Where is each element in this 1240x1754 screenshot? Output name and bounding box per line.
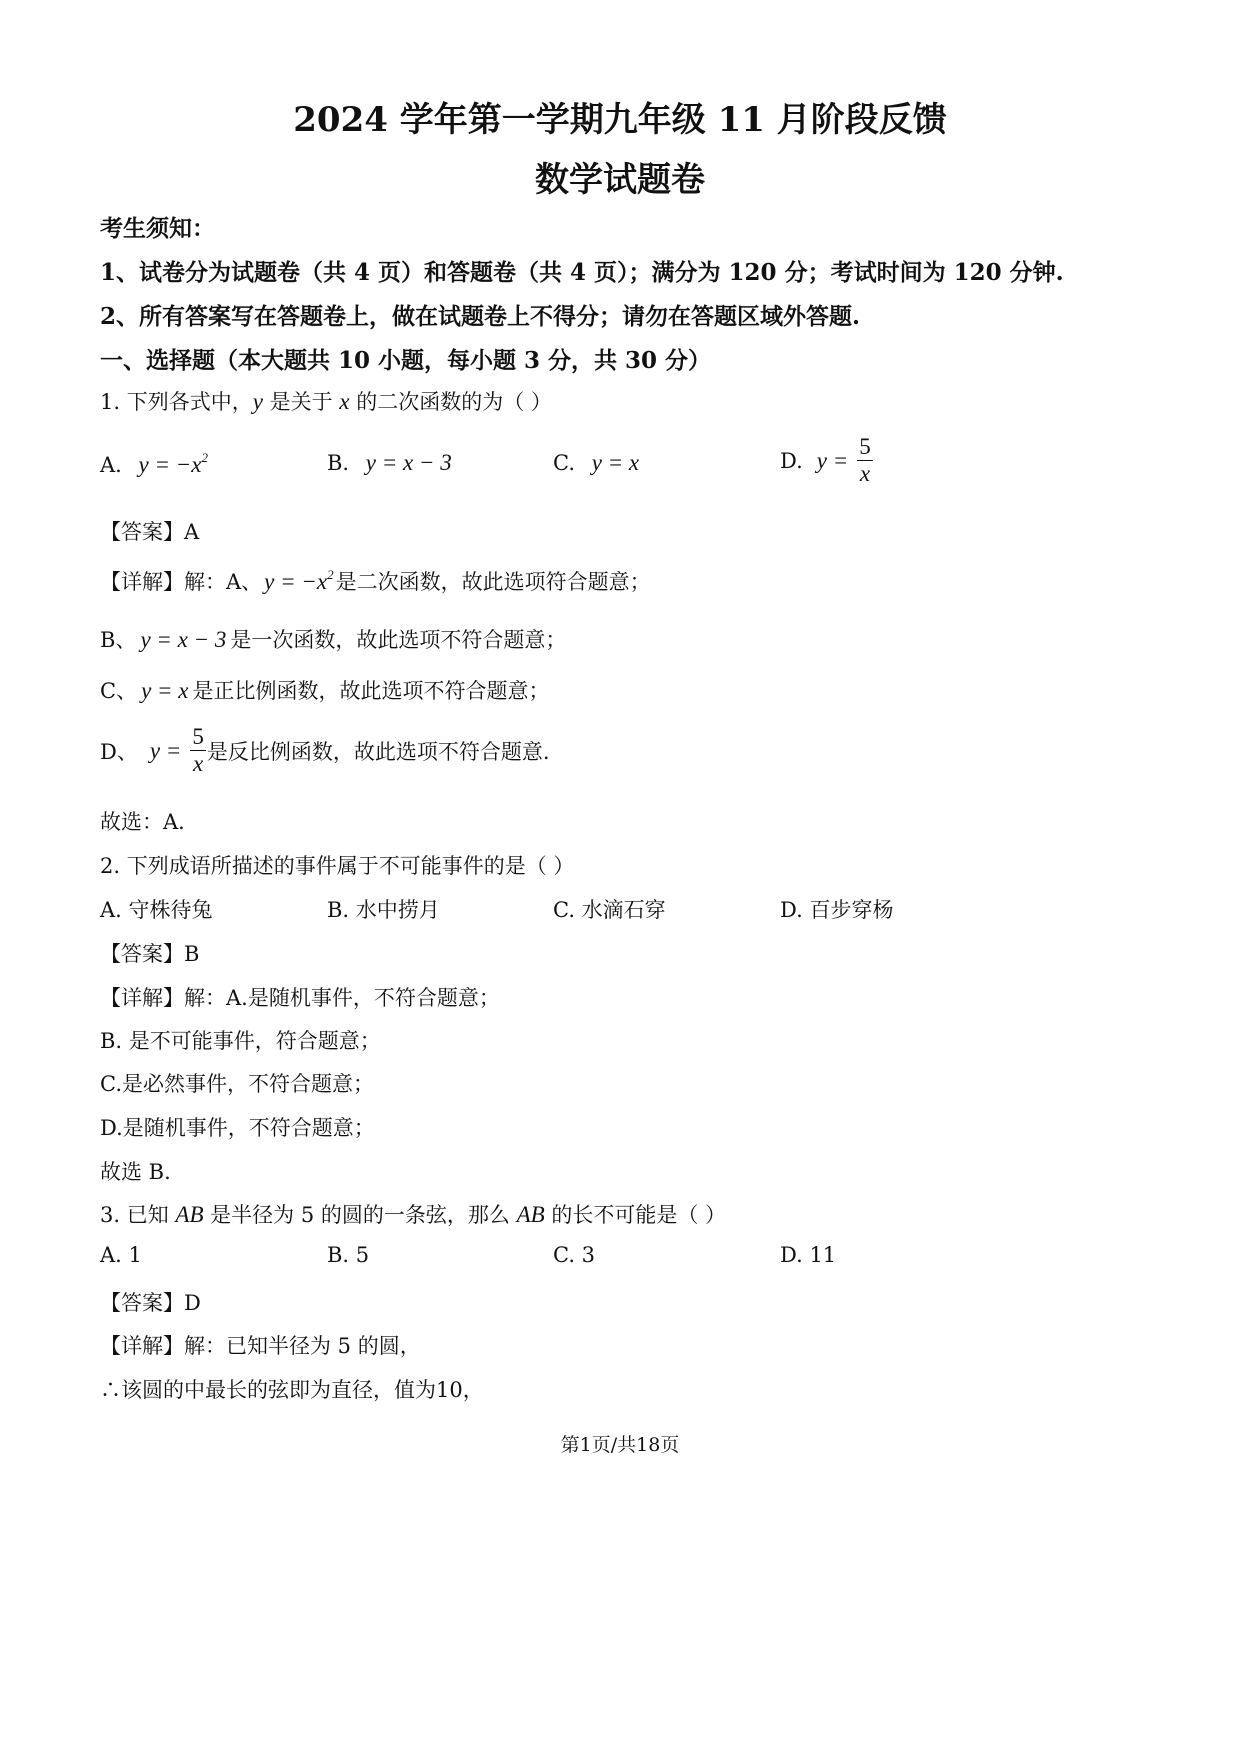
- stem-text: 的二次函数的为（ ）: [349, 390, 552, 414]
- q2-detail-c: C.是必然事件，不符合题意；: [100, 1072, 374, 1096]
- line-formula: y =: [149, 737, 182, 763]
- q3-answer: 【答案】D: [100, 1291, 201, 1315]
- line-prefix: C、: [100, 679, 138, 703]
- detail-prefix: 【详解】解：A、: [100, 570, 263, 594]
- fraction-numerator: 5: [192, 724, 204, 749]
- page-subtitle: 数学试题卷: [535, 160, 705, 200]
- option-label: D.: [780, 448, 803, 473]
- stem-text: 3. 已知: [100, 1203, 176, 1227]
- q1-option-d: [780, 434, 874, 487]
- option-label: B.: [327, 451, 350, 475]
- q1-option-a: [100, 450, 208, 478]
- stem-var-ab: AB: [516, 1202, 545, 1227]
- stem-var-x: x: [339, 389, 350, 414]
- fraction-numerator: 5: [859, 434, 871, 459]
- stem-text: 是半径为 5 的圆的一条弦，那么: [203, 1203, 517, 1227]
- option-formula: y = −x: [138, 452, 202, 477]
- q3-option-b: B. 5: [327, 1243, 370, 1267]
- stem-text: 是关于: [262, 390, 340, 414]
- line-text: 是反比例函数，故此选项不符合题意.: [206, 739, 550, 764]
- option-formula: y = x: [591, 450, 640, 475]
- line-prefix: B、: [100, 628, 137, 652]
- q2-detail: 【详解】解：A.是随机事件，不符合题意；: [100, 986, 500, 1010]
- option-formula: y =: [816, 447, 849, 473]
- detail-text: 是二次函数，故此选项符合题意；: [335, 570, 651, 594]
- q3-option-d: D. 11: [780, 1243, 837, 1267]
- stem-text: 1. 下列各式中，: [100, 390, 253, 414]
- q1-conclusion: 故选：A.: [100, 810, 185, 834]
- q3-detail: 【详解】解：已知半径为 5 的圆，: [100, 1334, 421, 1358]
- fraction-denominator: x: [857, 460, 873, 487]
- q2-conclusion: 故选 B.: [100, 1160, 171, 1184]
- notice-item-2: 2、所有答案写在答题卷上，做在试题卷上不得分；请勿在答题区域外答题.: [100, 303, 861, 330]
- q2-option-a: A. 守株待兔: [100, 898, 213, 922]
- notice-item-1: 1、试卷分为试题卷（共 4 页）和答题卷（共 4 页）；满分为 120 分；考试时间为 120 分钟.: [100, 259, 1064, 286]
- page-footer: 第1页/共18页: [560, 1434, 680, 1456]
- q3-option-a: A. 1: [100, 1243, 142, 1267]
- q2-detail-d: D.是随机事件，不符合题意；: [100, 1116, 375, 1140]
- exponent: 2: [201, 450, 208, 465]
- q1-answer: 【答案】A: [100, 520, 200, 544]
- line-prefix: D、: [100, 739, 138, 764]
- q2-option-d: D. 百步穿杨: [780, 898, 894, 922]
- option-label: C.: [553, 451, 575, 475]
- line-text: 是正比例函数，故此选项不符合题意；: [192, 679, 550, 703]
- q1-detail-c: [100, 675, 550, 705]
- fraction: [856, 434, 874, 487]
- question-2-stem: 2. 下列成语所描述的事件属于不可能事件的是（ ）: [100, 854, 575, 878]
- question-3-stem: [100, 1199, 726, 1229]
- option-formula: y = x − 3: [365, 450, 452, 475]
- line-formula: y = x: [141, 678, 189, 703]
- q1-detail-d: [100, 724, 550, 777]
- q2-option-c: C. 水滴石穿: [553, 898, 666, 922]
- stem-var-ab: AB: [175, 1202, 204, 1227]
- page-title: 2024 学年第一学期九年级 11 月阶段反馈: [293, 100, 947, 140]
- q1-detail: [100, 566, 651, 596]
- q1-detail-b: [100, 624, 566, 654]
- question-1-stem: [100, 386, 552, 416]
- q2-answer: 【答案】B: [100, 942, 200, 966]
- q1-option-b: [327, 450, 452, 476]
- detail-formula: y = −x: [264, 569, 328, 594]
- exponent: 2: [327, 567, 334, 582]
- fraction-denominator: x: [190, 750, 206, 777]
- q2-option-b: B. 水中捞月: [327, 898, 440, 922]
- fraction: [189, 724, 207, 777]
- q3-option-c: C. 3: [553, 1243, 596, 1267]
- q1-option-c: [553, 450, 639, 476]
- stem-var-y: y: [252, 389, 263, 414]
- line-formula: y = x − 3: [140, 627, 227, 652]
- notice-heading: 考生须知：: [100, 215, 215, 242]
- line-text: 是一次函数，故此选项不符合题意；: [230, 628, 567, 652]
- stem-text: 的长不可能是（ ）: [544, 1203, 727, 1227]
- option-label: A.: [100, 453, 122, 477]
- q2-detail-b: B. 是不可能事件，符合题意；: [100, 1029, 381, 1053]
- section-heading: 一、选择题（本大题共 10 小题，每小题 3 分，共 30 分）: [100, 347, 712, 374]
- q3-detail-2: ∴该圆的中最长的弦即为直径，值为10，: [100, 1378, 484, 1402]
